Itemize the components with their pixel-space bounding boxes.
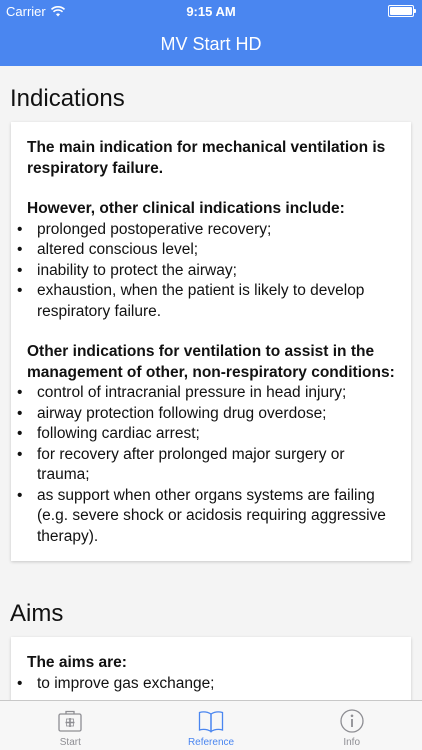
book-icon	[197, 707, 225, 735]
navigation-bar	[0, 22, 422, 66]
aims-card	[11, 637, 411, 700]
other-indications-heading: Other indications for ventilation to assist in the management of other, non-respiratory conditions:	[27, 343, 395, 381]
list-item: • to improve gas exchange;	[27, 674, 395, 695]
tab-info[interactable]	[281, 701, 422, 750]
section-title-indications: Indications	[10, 85, 125, 112]
list-item: • exhaustion, when the patient is likely to develop respiratory failure.	[27, 281, 395, 322]
tab-reference[interactable]	[141, 701, 282, 750]
tab-bar	[0, 700, 422, 750]
list-item: • prolonged postoperative recovery;	[27, 220, 395, 241]
list-item: • following cardiac arrest;	[27, 424, 395, 445]
section-title-aims: Aims	[10, 600, 64, 627]
other-indications-list	[27, 383, 395, 547]
tab-start[interactable]	[0, 701, 141, 750]
medical-kit-icon	[56, 707, 84, 735]
tab-label: Reference	[187, 737, 235, 748]
list-item: • for recovery after prolonged major surgery or trauma;	[27, 445, 395, 486]
clinical-indications-list	[27, 220, 395, 323]
indications-card	[11, 122, 411, 561]
clinical-indications-heading: However, other clinical indications include:	[27, 200, 345, 217]
tab-label: Start	[59, 737, 81, 748]
reference-content[interactable]	[0, 66, 422, 700]
status-bar	[0, 0, 422, 22]
status-time: 9:15 AM	[186, 4, 236, 19]
list-item: • as support when other organs systems are failing (e.g. severe shock or acidosis requiring aggressive therapy).	[27, 486, 395, 548]
battery-icon	[388, 5, 414, 17]
list-item: • altered conscious level;	[27, 240, 395, 261]
list-item: • control of intracranial pressure in head injury;	[27, 383, 395, 404]
info-icon	[338, 707, 366, 735]
indications-intro: The main indication for mechanical ventilation is respiratory failure.	[27, 139, 386, 177]
carrier-label: Carrier	[6, 4, 46, 19]
list-item: • airway protection following drug overdose;	[27, 404, 395, 425]
nav-title: MV Start HD	[160, 33, 262, 54]
list-item: • inability to protect the airway;	[27, 261, 395, 282]
tab-label: Info	[343, 737, 361, 748]
aims-list	[27, 674, 395, 695]
aims-heading: The aims are:	[27, 654, 127, 671]
